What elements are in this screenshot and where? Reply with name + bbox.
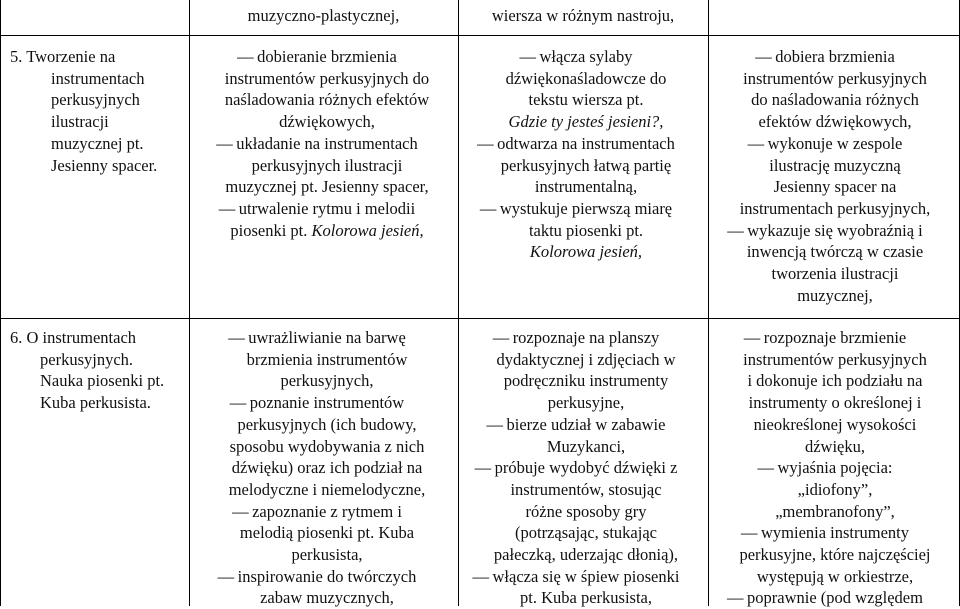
- row6-extended-item: występują w orkiestrze,: [756, 566, 914, 586]
- row5-topic-line: Jesienny spacer.: [51, 155, 158, 175]
- row6-content-item: melodią piosenki pt. Kuba: [239, 523, 415, 543]
- row6-extended-item: instrumenty o określonej i: [748, 393, 922, 413]
- row6-extended-item: dźwięku,: [804, 436, 866, 456]
- row5-content-item: [201, 220, 453, 242]
- row6-content-item: dźwięku) oraz ich podział na: [231, 458, 423, 478]
- table-column-divider-3: [458, 0, 459, 606]
- row6-content-item: perkusyjnych (ich budowy,: [237, 414, 417, 434]
- row5-extended-item: — wykonuje w zespole: [716, 133, 954, 155]
- row6-content-item: — uwrażliwianie na barwę: [201, 327, 453, 349]
- row5-basic-item: taktu piosenki pt.: [528, 220, 644, 240]
- row5-content-item: perkusyjnych ilustracji: [251, 155, 403, 175]
- row6-basic-item: — próbuje wydobyć dźwięki z: [470, 457, 702, 479]
- row6-content-item: zabaw muzycznych,: [260, 588, 394, 608]
- row5-content-text: piosenki pt.: [230, 220, 308, 240]
- row6-extended-item: perkusyjne, które najczęściej: [739, 545, 931, 565]
- row6-topic-line: perkusyjnych.: [40, 349, 134, 369]
- row6-extended-item: — poprawnie (pod względem: [716, 587, 954, 609]
- row5-basic-item: — włącza sylaby: [470, 46, 702, 68]
- top-row-content-text: muzyczno-plastycznej,: [247, 6, 400, 25]
- row5-content-item: — utrwalenie rytmu i melodii: [201, 198, 453, 220]
- row5-extended-item: muzycznej,: [797, 285, 873, 305]
- row5-extended-item: instrumentach perkusyjnych,: [739, 198, 931, 218]
- row6-basic-item: podręczniku instrumenty: [503, 371, 669, 391]
- row6-content-item: perkusyjnych,: [280, 371, 374, 391]
- row5-content-item: instrumentów perkusyjnych do: [224, 68, 430, 88]
- row6-content-cell: [201, 327, 453, 609]
- row6-extended-item: — rozpoznaje brzmienie: [716, 327, 954, 349]
- table-column-divider-2: [189, 0, 190, 606]
- row5-basic-item: [470, 111, 702, 133]
- row5-topic-line: perkusyjnych: [51, 90, 140, 110]
- row5-extended-item: ilustrację muzyczną: [769, 155, 901, 175]
- row5-content-item: muzycznej pt. Jesienny spacer,: [225, 177, 429, 197]
- row5-extended-item: — wykazuje się wyobraźnią i: [716, 220, 954, 242]
- row6-content-item: — poznanie instrumentów: [201, 392, 453, 414]
- row6-basic-item: instrumentów, stosując: [510, 479, 662, 499]
- row6-basic-item: Muzykanci,: [546, 436, 626, 456]
- row6-extended-item: i dokonuje ich podziału na: [747, 371, 923, 391]
- row5-basic-item: perkusyjnych łatwą partię: [500, 155, 672, 175]
- row6-content-item: brzmienia instrumentów: [246, 349, 408, 369]
- row6-basic-item: perkusyjne,: [547, 393, 625, 413]
- row5-extended-item: efektów dźwiękowych,: [758, 112, 912, 132]
- row6-basic-item: — bierze udział w zabawie: [470, 414, 702, 436]
- row5-content-item: dźwiękowych,: [279, 112, 375, 132]
- table-border-row5-top: [0, 35, 960, 36]
- row6-topic-line: 6. O instrumentach: [10, 328, 137, 347]
- row5-content-cell: [201, 46, 453, 241]
- row6-basic-item: dydaktycznej i zdjęciach w: [496, 349, 676, 369]
- row6-topic-line: Nauka piosenki pt.: [40, 371, 165, 391]
- row6-extended-item: instrumentów perkusyjnych: [743, 349, 927, 369]
- top-row-basic-text: wiersza w różnym nastroju,: [491, 6, 675, 25]
- row5-extended-item: inwencją twórczą w czasie: [746, 242, 924, 262]
- row5-topic-line: instrumentach: [51, 68, 145, 88]
- row6-extended-item: — wyjaśnia pojęcia:: [716, 457, 954, 479]
- row6-extended-item: nieokreślonej wysokości: [753, 414, 917, 434]
- row6-content-item: perkusista,: [291, 545, 363, 565]
- row5-basic-cell: [470, 46, 702, 263]
- row6-content-item: — zapoznanie z rytmem i: [201, 501, 453, 523]
- row6-extended-cell: [716, 327, 954, 609]
- row5-content-item: — układanie na instrumentach: [201, 133, 453, 155]
- row6-extended-item: „idiofony”,: [797, 479, 873, 499]
- table-column-divider-4: [708, 0, 709, 606]
- top-row-basic-cell: [458, 5, 708, 27]
- row6-topic-cell: [10, 327, 188, 414]
- row5-basic-item: instrumentalną,: [534, 177, 638, 197]
- row5-extended-item: tworzenia ilustracji: [771, 264, 899, 284]
- row5-basic-item: [470, 241, 702, 263]
- song-title: Kolorowa jesień,: [311, 220, 424, 240]
- poem-title: Gdzie ty jesteś jesieni?,: [508, 112, 664, 132]
- row5-extended-item: instrumentów perkusyjnych: [743, 68, 927, 88]
- row5-content-item: — dobieranie brzmienia: [201, 46, 453, 68]
- row5-topic-cell: [10, 46, 188, 176]
- row5-extended-item: do naśladowania różnych: [751, 90, 919, 110]
- row5-content-item: naśladowania różnych efektów: [224, 90, 430, 110]
- row5-extended-item: — dobiera brzmienia: [716, 46, 954, 68]
- row5-topic-line: 5. Tworzenie na: [10, 47, 116, 66]
- row5-basic-item: dźwiękonaśladowcze do: [505, 68, 667, 88]
- top-row-content-cell: [189, 5, 458, 27]
- row5-basic-item: tekstu wiersza pt.: [528, 90, 644, 110]
- row6-content-item: melodyczne i niemelodyczne,: [228, 479, 426, 499]
- row5-topic-line: muzycznej pt.: [51, 133, 144, 153]
- row6-basic-item: pt. Kuba perkusista,: [520, 588, 652, 608]
- row5-basic-item: — odtwarza na instrumentach: [470, 133, 702, 155]
- table-column-divider-1: [0, 0, 1, 606]
- row6-basic-item: — włącza się w śpiew piosenki: [470, 566, 702, 588]
- row6-extended-item: — wymienia instrumenty: [716, 522, 954, 544]
- row6-content-item: sposobu wydobywania z nich: [229, 436, 425, 456]
- row6-basic-item: różne sposoby gry: [525, 501, 647, 521]
- row5-basic-item: — wystukuje pierwszą miarę: [470, 198, 702, 220]
- row5-extended-cell: [716, 46, 954, 306]
- row6-basic-item: (potrząsając, stukając: [514, 523, 657, 543]
- row5-topic-line: ilustracji: [51, 112, 109, 132]
- table-border-row6-top: [0, 318, 960, 319]
- row6-basic-cell: [470, 327, 702, 609]
- row6-basic-item: pałeczką, uderzając dłonią),: [493, 545, 679, 565]
- row6-extended-item: „membranofony”,: [775, 501, 895, 521]
- row6-content-item: — inspirowanie do twórczych: [201, 566, 453, 588]
- row6-basic-item: — rozpoznaje na planszy: [470, 327, 702, 349]
- row6-topic-line: Kuba perkusista.: [40, 393, 151, 413]
- row5-extended-item: Jesienny spacer na: [773, 177, 897, 197]
- song-title: Kolorowa jesień,: [529, 242, 643, 262]
